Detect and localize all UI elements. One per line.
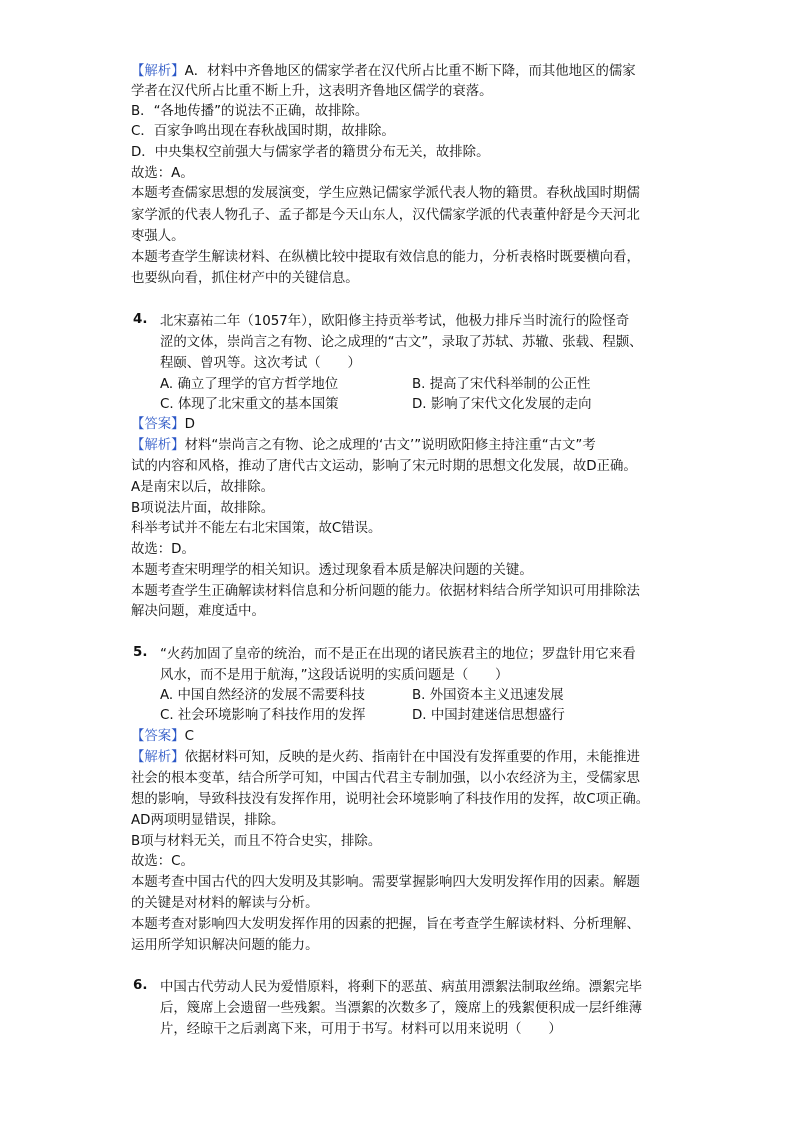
q5-analysis-line-10: 运用所学知识解决问题的能力。 bbox=[131, 938, 319, 953]
analysis-tag: 【解析】 bbox=[131, 438, 185, 453]
q5-option-c[interactable]: C. 社会环境影响了科技作用的发挥 bbox=[160, 708, 366, 723]
analysis-tag: 【解析】 bbox=[131, 64, 185, 79]
q3-analysis-line-1: 【解析】A．材料中齐鲁地区的儒家学者在汉代所占比重不断下降，而其他地区的儒家 bbox=[131, 64, 636, 79]
q5-stem-line-2: 风水，而不是用于航海，”这段话说明的实质问题是（ ） bbox=[160, 668, 509, 683]
answer-tag: 【答案】 bbox=[131, 417, 185, 432]
q5-analysis-line-1: 【解析】依据材料可知，反映的是火药、指南针在中国没有发挥重要的作用，未能推进 bbox=[131, 750, 640, 765]
q6-stem-line-3: 片，经晾干之后剥离下来，可用于书写。材料可以用来说明（ ） bbox=[160, 1022, 562, 1037]
q3-analysis-line-3: B．“各地传播”的说法不正确，故排除。 bbox=[131, 104, 369, 119]
q5-answer-value: C bbox=[184, 729, 194, 744]
q4-analysis-line-4: B项说法片面，故排除。 bbox=[131, 501, 275, 516]
q5-option-d[interactable]: D. 中国封建迷信思想盛行 bbox=[412, 708, 565, 723]
q5-analysis-line-9: 本题考查对影响四大发明发挥作用的因素的把握，旨在考查学生解读材料、分析理解、 bbox=[131, 917, 640, 932]
q6-stem-line-2: 后，篾席上会遗留一些残絮。当漂絮的次数多了，篾席上的残絮便积成一层纤维薄 bbox=[160, 1001, 643, 1016]
q5-analysis-line-8: 的关键是对材料的解读与分析。 bbox=[131, 896, 319, 911]
q4-option-d[interactable]: D. 影响了宋代文化发展的走向 bbox=[412, 397, 592, 412]
q4-analysis-line-2: 试的内容和风格，推动了唐代古文运动，影响了宋元时期的思想文化发展，故D正确。 bbox=[131, 459, 637, 474]
q5-analysis-line-7: 本题考查中国古代的四大发明及其影响。需要掌握影响四大发明发挥作用的因素。解题 bbox=[131, 875, 640, 890]
q5-analysis-line-3: 想的影响，导致科技没有发挥作用，说明社会环境影响了科技作用的发挥，故C项正确。 bbox=[131, 792, 650, 807]
q3-analysis-line-11: 也要纵向看，抓住材产中的关键信息。 bbox=[131, 271, 359, 286]
q3-analysis-line-4: C．百家争鸣出现在春秋战国时期，故排除。 bbox=[131, 124, 395, 139]
q4-analysis-line-8: 本题考查学生正确解读材料信息和分析问题的能力。依据材料结合所学知识可用排除法 bbox=[131, 584, 640, 599]
q5-option-b[interactable]: B. 外国资本主义迅速发展 bbox=[412, 688, 564, 703]
answer-tag: 【答案】 bbox=[131, 729, 185, 744]
q4-stem-line-3: 程颐、曾巩等。这次考试（ ） bbox=[160, 356, 361, 371]
q4-number: 4. bbox=[133, 312, 148, 327]
q4-answer bbox=[131, 415, 195, 435]
q3-analysis-line-6: 故选：A。 bbox=[131, 166, 194, 181]
q5-option-a[interactable]: A. 中国自然经济的发展不需要科技 bbox=[160, 688, 365, 703]
q5-analysis-line-4: AD两项明显错误，排除。 bbox=[131, 813, 285, 828]
q4-option-c[interactable]: C. 体现了北宋重文的基本国策 bbox=[160, 397, 339, 412]
analysis-tag: 【解析】 bbox=[131, 750, 185, 765]
q5-analysis-line-5: B项与材料无关，而且不符合史实，排除。 bbox=[131, 834, 382, 849]
q5-analysis-line-6: 故选：C。 bbox=[131, 854, 194, 869]
q6-stem-line-1: 中国古代劳动人民为爱惜原料，将剩下的恶茧、病茧用漂絮法制取丝绵。漂絮完毕 bbox=[160, 980, 643, 995]
q4-option-a[interactable]: A. 确立了理学的官方哲学地位 bbox=[160, 377, 339, 392]
q5-stem-line-1: “火药加固了皇帝的统治，而不是正在出现的诸民族君主的地位；罗盘针用它来看 bbox=[160, 647, 636, 662]
q4-option-b[interactable]: B. 提高了宋代科举制的公正性 bbox=[412, 377, 591, 392]
q5-answer bbox=[131, 727, 194, 747]
q3-analysis-line-8: 家学派的代表人物孔子、孟子都是今天山东人，汉代儒家学派的代表董仲舒是今天河北 bbox=[131, 208, 640, 223]
q3-analysis-line-2: 学者在汉代所占比重不断上升，这表明齐鲁地区儒学的衰落。 bbox=[131, 84, 493, 99]
q4-stem-line-2: 涩的文体，崇尚言之有物、论之成理的“古文”，录取了苏轼、苏辙、张载、程颢、 bbox=[160, 335, 643, 350]
q4-analysis-line-7: 本题考查宋明理学的相关知识。透过现象看本质是解决问题的关键。 bbox=[131, 563, 533, 578]
q3-analysis-line-10: 本题考查学生解读材料、在纵横比较中提取有效信息的能力，分析表格时既要横向看， bbox=[131, 250, 640, 265]
q3-analysis-line-5: D．中央集权空前强大与儒家学者的籍贯分布无关，故排除。 bbox=[131, 145, 490, 160]
q3-analysis-line-9: 枣强人。 bbox=[131, 229, 185, 244]
q5-number: 5. bbox=[133, 645, 148, 660]
q4-analysis-line-6: 故选：D。 bbox=[131, 542, 195, 557]
q4-analysis-line-1: 【解析】材料“崇尚言之有物、论之成理的‘古文’”说明欧阳修主持注重“古文”考 bbox=[131, 438, 596, 453]
q4-stem-line-1: 北宋嘉祐二年（1057年），欧阳修主持贡举考试，他极力排斥当时流行的险怪奇 bbox=[160, 314, 630, 329]
q4-answer-value: D bbox=[184, 417, 195, 432]
q5-analysis-line-2: 社会的根本变革，结合所学可知，中国古代君主专制加强，以小农经济为主，受儒家思 bbox=[131, 771, 640, 786]
q4-analysis-line-3: A是南宋以后，故排除。 bbox=[131, 480, 275, 495]
q6-number: 6. bbox=[133, 978, 148, 993]
q3-analysis-line-7: 本题考查儒家思想的发展演变，学生应熟记儒家学派代表人物的籍贯。春秋战国时期儒 bbox=[131, 186, 640, 201]
q4-analysis-line-5: 科举考试并不能左右北宋国策，故C错误。 bbox=[131, 521, 382, 536]
q4-analysis-line-9: 解决问题，难度适中。 bbox=[131, 604, 265, 619]
